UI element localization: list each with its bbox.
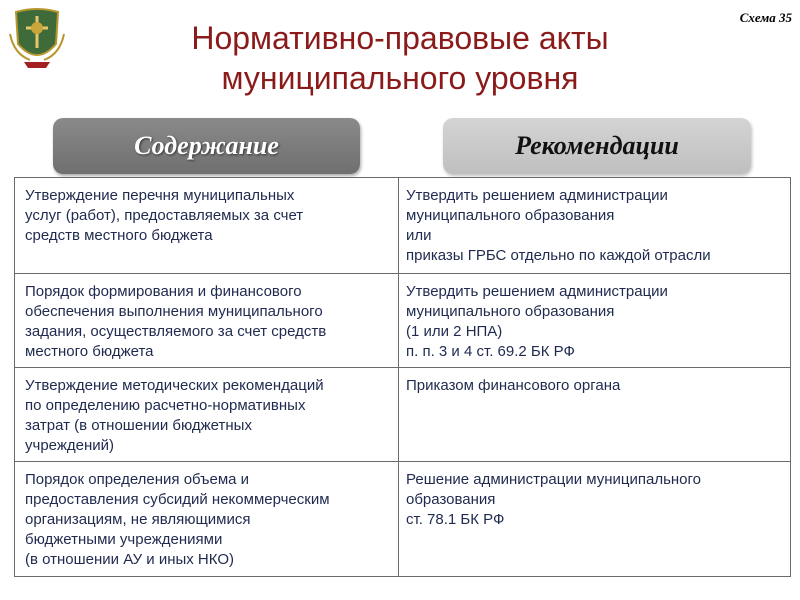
title-line-2: муниципального уровня xyxy=(221,60,579,96)
title-line-1: Нормативно-правовые акты xyxy=(191,20,609,56)
schema-label: Схема 35 xyxy=(739,10,792,25)
recommendation-cell: Решение администрации муниципального образования ст. 78.1 БК РФ xyxy=(406,471,702,528)
content-cell: Порядок определения объема и предоставления субсидий некоммерческим организациям, не являющимися бюджетными учреждениями (в отношении АУ и иных НКО) xyxy=(15,462,399,576)
content-cell: Порядок формирования и финансового обеспечения выполнения муниципального задания, осуществляемого за счет средств местного бюджета xyxy=(15,274,399,367)
table-row xyxy=(15,462,790,576)
recommendation-cell: Приказом финансового органа xyxy=(406,377,621,394)
recommendation-cell: Утвердить решением администрации муниципального образования (1 или 2 НПА) п. п. 3 и 4 ст. 69.2 БК РФ xyxy=(406,283,668,360)
page-title xyxy=(80,18,720,98)
column-header-recommendations: Рекомендации xyxy=(443,118,751,174)
content-cell: Утверждение методических рекомендаций по определению расчетно-нормативных затрат (в отношении бюджетных учреждений) xyxy=(15,368,399,461)
content-cell: Утверждение перечня муниципальных услуг (работ), предоставляемых за счет средств местного бюджета xyxy=(15,178,399,273)
table-row xyxy=(15,274,790,368)
table-row xyxy=(15,368,790,462)
table-row xyxy=(15,178,790,274)
column-header-content: Содержание xyxy=(53,118,360,174)
acts-table xyxy=(14,177,791,577)
recommendation-cell: Утвердить решением администрации муниципального образования или приказы ГРБС отдельно по каждой отрасли xyxy=(406,187,711,264)
coat-of-arms-icon xyxy=(6,4,68,70)
